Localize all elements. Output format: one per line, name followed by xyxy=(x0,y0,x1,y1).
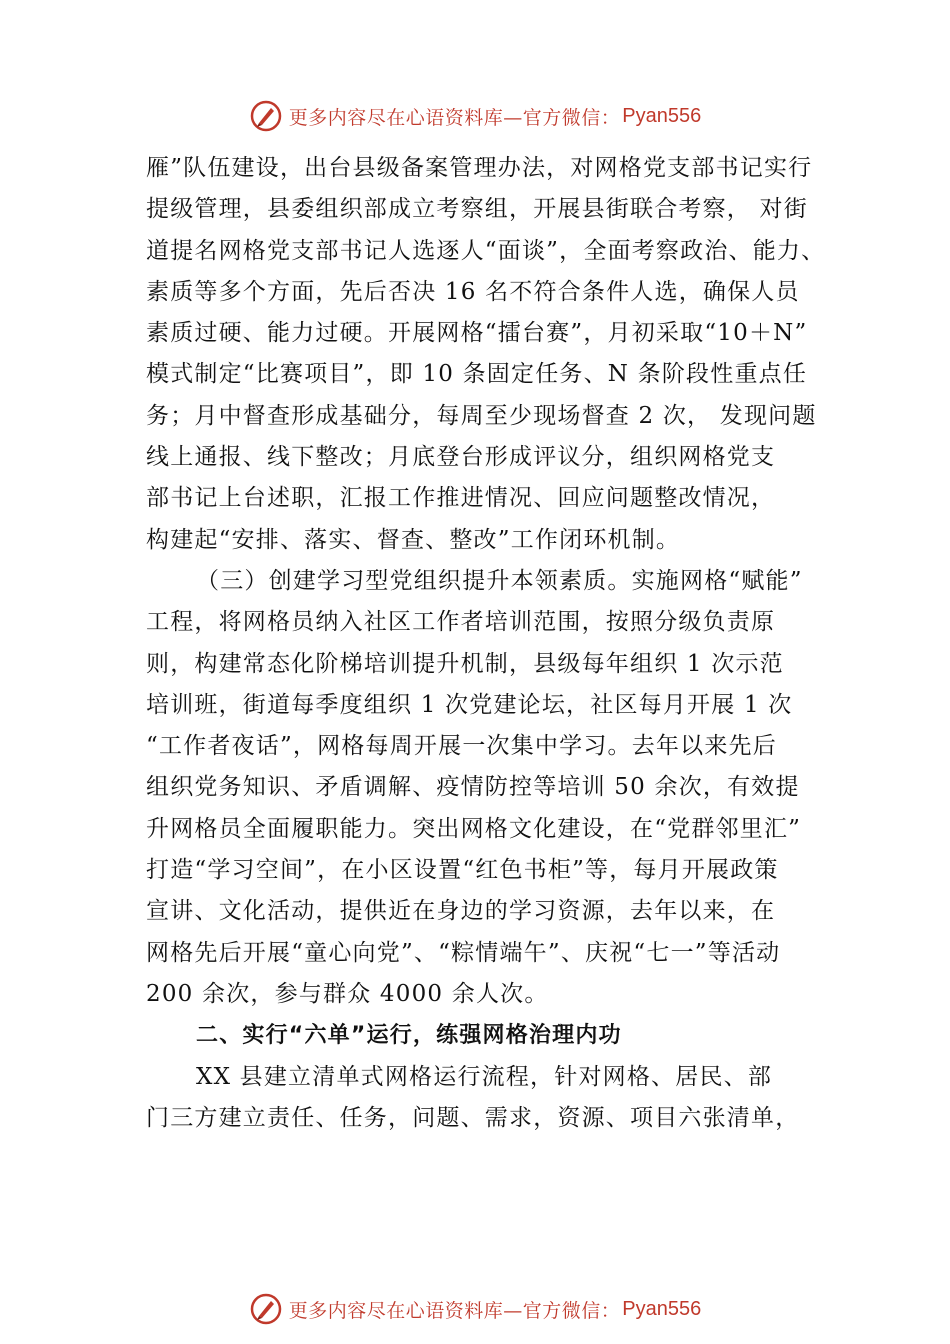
body-text-line: 则，构建常态化阶梯培训提升机制，县级每年组织 1 次示范 xyxy=(146,650,784,677)
body-text-line: 宣讲、文化活动，提供近在身边的学习资源，去年以来，在 xyxy=(146,898,776,925)
body-text-line: XX 县建立清单式网格运行流程，针对网格、居民、部 xyxy=(196,1063,773,1090)
body-text-line: 素质过硬、能力过硬。开展网格“擂台赛”，月初采取“10＋N” xyxy=(146,320,808,347)
watermark-text: 更多内容尽在心语资料库—官方微信： xyxy=(288,1299,621,1322)
body-text-line: 雁”队伍建设，出台县级备案管理办法，对网格党支部书记实行 xyxy=(146,155,813,181)
body-text-line: 网格先后开展“童心向党”、“粽情端午”、庆祝“七一”等活动 xyxy=(146,939,781,966)
watermark-wechat-id: Pyan556 xyxy=(622,104,702,127)
body-text-line: 线上通报、线下整改；月底登台形成评议分，组织网格党支 xyxy=(146,444,776,471)
body-text-line: 打造“学习空间”，在小区设置“红色书柜”等，每月开展政策 xyxy=(146,857,779,884)
body-text-line: 道提名网格党支部书记人选逐人“面谈”，全面考察政治、能力、 xyxy=(146,237,826,264)
body-text-line: 部书记上台述职，汇报工作推进情况、回应问题整改情况， xyxy=(146,485,776,512)
body-text-line: 模式制定“比赛项目”，即 10 条固定任务、N 条阶段性重点任 xyxy=(146,361,808,388)
footer-watermark xyxy=(0,1289,950,1329)
body-text-line: （三）创建学习型党组织提升本领素质。实施网格“赋能” xyxy=(196,567,803,594)
body-text-line: 工程，将网格员纳入社区工作者培训范围，按照分级负责原 xyxy=(146,609,776,636)
body-text-line: “工作者夜话”，网格每周开展一次集中学习。去年以来先后 xyxy=(146,733,777,760)
watermark-wechat-id: Pyan556 xyxy=(622,1297,702,1320)
body-text-line: 组织党务知识、矛盾调解、疫情防控等培训 50 余次，有效提 xyxy=(146,774,800,801)
body-text-line: 务；月中督查形成基础分，每周至少现场督查 2 次， 发现问题 xyxy=(146,402,817,429)
watermark-text: 更多内容尽在心语资料库—官方微信： xyxy=(288,106,621,129)
body-text-line: 培训班，街道每季度组织 1 次党建论坛，社区每月开展 1 次 xyxy=(146,691,793,718)
section-heading: 二、实行“六单”运行，练强网格治理内功 xyxy=(196,1023,622,1049)
body-text-line: 门三方建立责任、任务，问题、需求，资源、项目六张清单， xyxy=(146,1104,800,1131)
document-body xyxy=(146,148,836,1139)
pen-logo-icon xyxy=(249,99,283,133)
body-text-line: 提级管理，县委组织部成立考察组，开展县街联合考察， 对街 xyxy=(146,196,808,223)
body-text-line: 构建起“安排、落实、督查、整改”工作闭环机制。 xyxy=(146,526,681,553)
pen-logo-icon xyxy=(249,1292,283,1326)
body-text-line: 200 余次，参与群众 4000 余人次。 xyxy=(146,980,549,1007)
body-text-line: 素质等多个方面，先后否决 16 名不符合条件人选，确保人员 xyxy=(146,278,800,305)
header-watermark xyxy=(0,96,950,136)
body-text-line: 升网格员全面履职能力。突出网格文化建设，在“党群邻里汇” xyxy=(146,815,802,842)
